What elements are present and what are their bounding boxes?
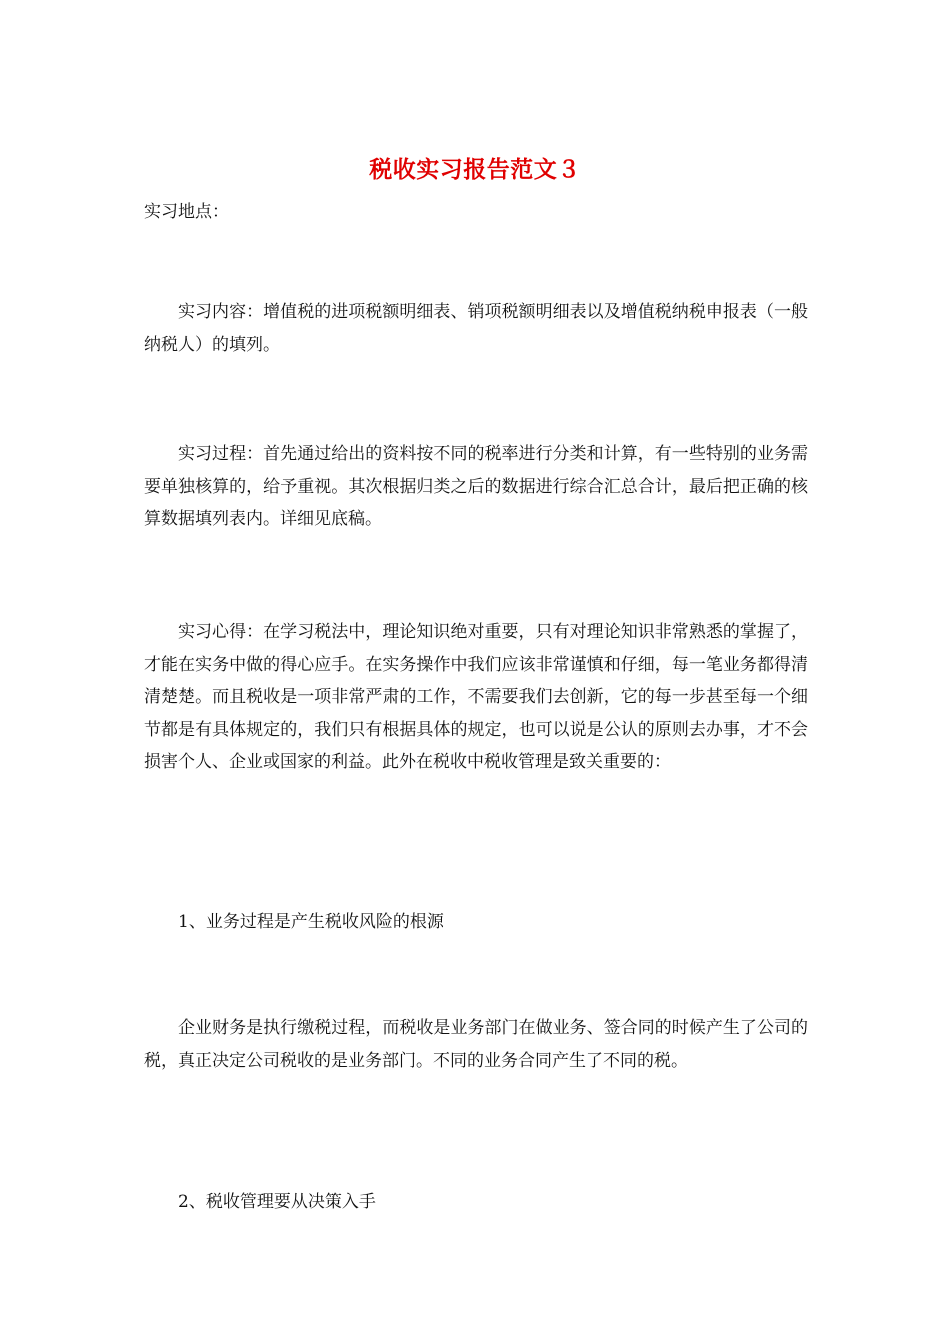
- paragraph-business: 企业财务是执行缴税过程，而税收是业务部门在做业务、签合同的时候产生了公司的税，真正决定公司税收的是业务部门。不同的业务合同产生了不同的税。: [144, 1018, 808, 1071]
- paragraph-content: 实习内容：增值税的进项税额明细表、销项税额明细表以及增值税纳税申报表（一般纳税人）的填列。: [144, 302, 808, 355]
- paragraph-insight: 实习心得：在学习税法中，理论知识绝对重要，只有对理论知识非常熟悉的掌握了，才能在实务中做的得心应手。在实务操作中我们应该非常谨慎和仔细，每一笔业务都得清清楚楚。而且税收是一项非常严肃的工作，不需要我们去创新，它的每一步甚至每一个细节都是有具体规定的，我们只有根据具体的规定，也可以说是公认的原则去办事，才不会损害个人、企业或国家的利益。此外在税收中税收管理是致关重要的：: [144, 622, 808, 772]
- document-title: 税收实习报告范文３: [369, 156, 581, 183]
- paragraph-process: 实习过程：首先通过给出的资料按不同的税率进行分类和计算，有一些特别的业务需要单独核算的，给予重视。其次根据归类之后的数据进行综合汇总合计，最后把正确的核算数据填列表内。详细见底稿。: [144, 444, 808, 529]
- location-line: 实习地点：: [144, 202, 229, 222]
- section-heading-2: 2、税收管理要从决策入手: [178, 1192, 376, 1212]
- section-heading-1: 1、业务过程是产生税收风险的根源: [178, 912, 444, 932]
